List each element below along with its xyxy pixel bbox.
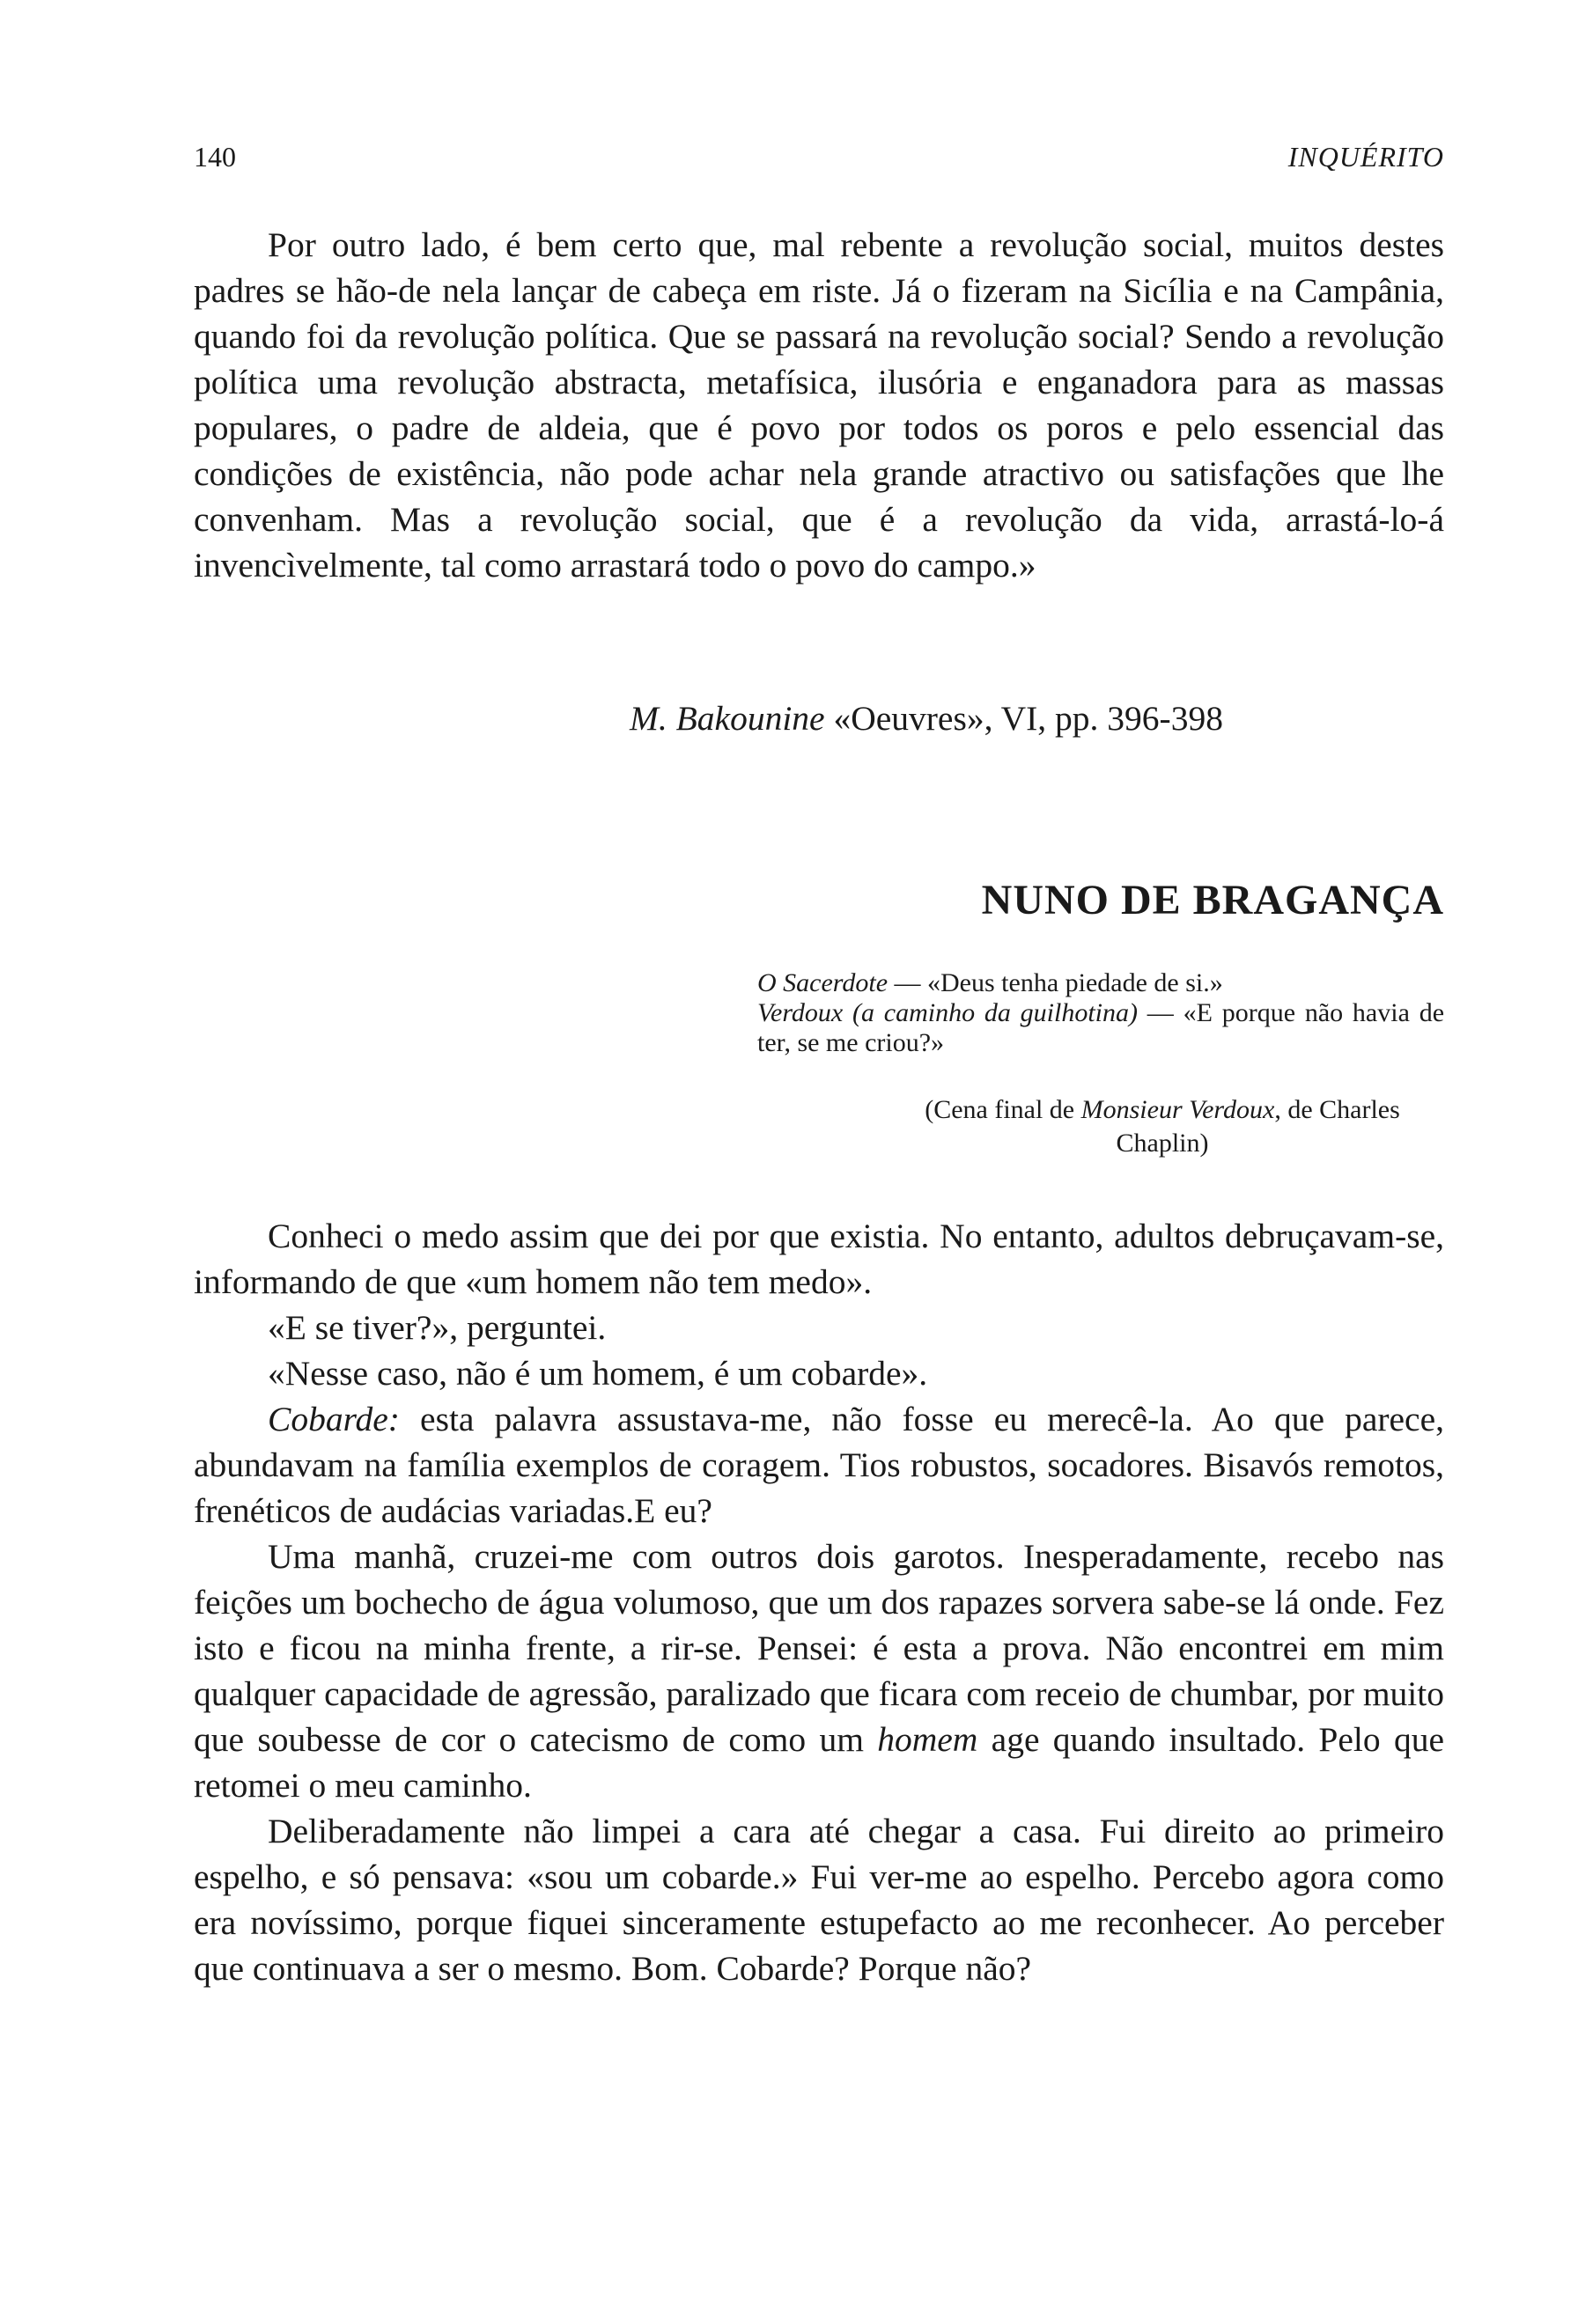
essay-paragraph-5-before: Uma manhã, cruzei-me com outros dois garotos. Inesperadamente, recebo nas feições um bochecho de água volumoso, que um dos rapazes sorvera sabe-se lá onde. Fez isto e ficou na minha frente, a rir-se. Pensei: é esta a prova. Não encontrei em mim qualquer capacidade de agressão, paralizado que ficara com receio de chumbar, por muito que soubesse de cor o catecismo de como um: [194, 1537, 1444, 1759]
emphasis-cobarde: Cobarde:: [268, 1400, 400, 1438]
epigraph-line-1-text: — «Deus tenha piedade de si.»: [888, 968, 1223, 997]
citation-work: «Oeuvres», VI, pp. 396-398: [824, 699, 1223, 738]
quote-citation: [630, 695, 1223, 741]
essay-paragraph-5-after: age quando insultado. Pelo que retomei o meu caminho.: [194, 1720, 1444, 1805]
bakunin-quote: [194, 222, 1444, 588]
epigraph-line-2-text: — «E porque não havia de ter, se me criou?»: [757, 998, 1445, 1057]
running-header: [194, 141, 1444, 185]
essay-paragraph-4-rest: esta palavra assustava-me, não fosse eu merecê-la. Ao que parece, abundavam na família exemplos de coragem. Tios robustos, socadores. Bisavós remotos, frenéticos de audácias variadas.E eu?: [194, 1400, 1444, 1530]
epigraph: [757, 968, 1444, 1058]
essay-title: NUNO DE BRAGANÇA: [981, 877, 1444, 923]
essay-body: [194, 1213, 1444, 1991]
epigraph-source-prefix: (Cena final de: [925, 1095, 1081, 1124]
essay-paragraph-5: [194, 1533, 1444, 1808]
epigraph-speaker-priest: O Sacerdote: [757, 968, 889, 997]
essay-paragraph-1: Conheci o medo assim que dei por que existia. No entanto, adultos debruçavam-se, informando de que «um homem não tem medo».: [194, 1217, 1444, 1301]
essay-paragraph-4: [194, 1396, 1444, 1533]
quote-paragraph: Por outro lado, é bem certo que, mal rebente a revolução social, muitos destes padres se hão-de nela lançar de cabeça em riste. Já o fizeram na Sicília e na Campânia, quando foi da revolução política. Que se passará na revolução social? Sendo a revolução política uma revolução abstracta, metafísica, ilusória e enganadora para as massas populares, o padre de aldeia, que é povo por todos os poros e pelo essencial das condições de existência, não pode achar nela grande atractivo ou satisfações que lhe convenham. Mas a revolução social, que é a revolução da vida, arrastá-lo-á invencìvelmente, tal como arrastará todo o povo do campo.»: [194, 225, 1444, 585]
citation-author: M. Bakounine: [630, 699, 825, 738]
epigraph-speaker-verdoux: Verdoux (a caminho da guilhotina): [757, 998, 1139, 1027]
essay-paragraph-3: «Nesse caso, não é um homem, é um cobarde».: [268, 1354, 928, 1393]
epigraph-source: [881, 1093, 1444, 1160]
page-number: 140: [194, 141, 236, 173]
emphasis-homem: homem: [877, 1720, 978, 1759]
epigraph-line-2: [757, 998, 1444, 1058]
epigraph-source-suffix: , de Charles Chaplin): [1116, 1095, 1400, 1158]
running-title: INQUÉRITO: [1287, 141, 1444, 173]
essay-paragraph-2: «E se tiver?», perguntei.: [268, 1308, 607, 1347]
epigraph-source-title: Monsieur Verdoux: [1080, 1095, 1275, 1124]
epigraph-line-1: [757, 968, 1444, 998]
essay-paragraph-6: Deliberadamente não limpei a cara até chegar a casa. Fui direito ao primeiro espelho, e só pensava: «sou um cobarde.» Fui ver-me ao espelho. Percebo agora como era novíssimo, porque fiquei sinceramente estupefacto ao me reconhecer. Ao perceber que continuava a ser o mesmo. Bom. Cobarde? Porque não?: [194, 1812, 1444, 1988]
